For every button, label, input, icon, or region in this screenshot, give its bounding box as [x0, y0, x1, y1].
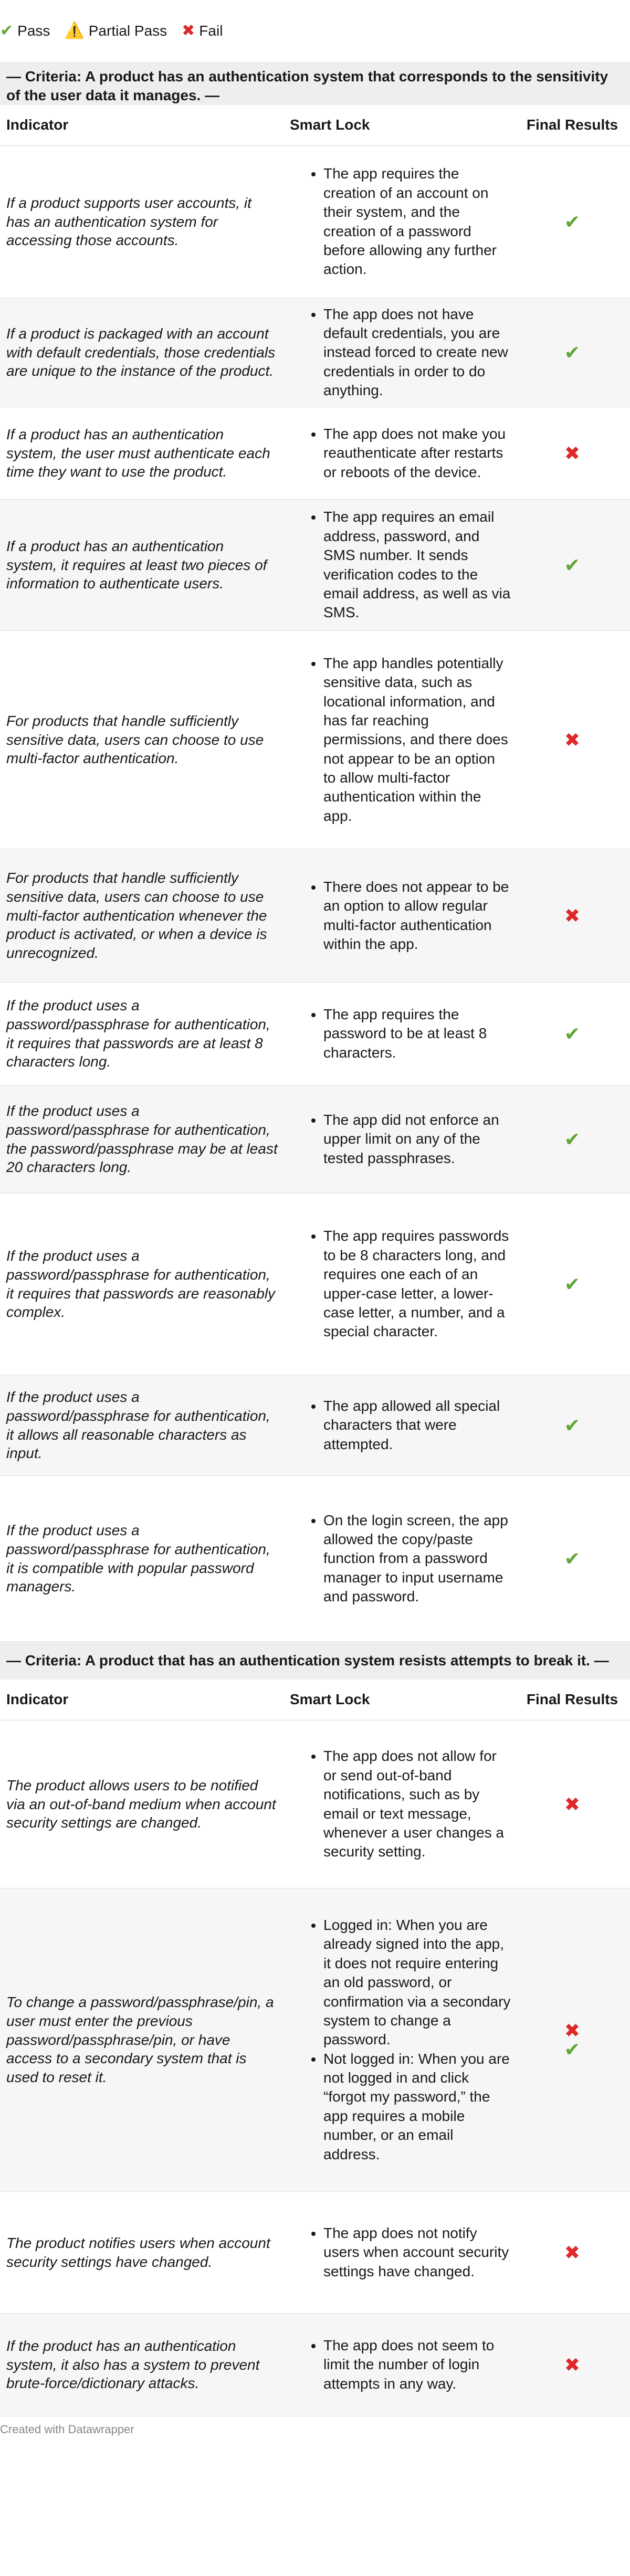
check-icon: ✔ [564, 1273, 581, 1295]
note-item: • Not logged in: When you are not logged in and click “forgot my password,” the app requires a mobile number, or an email address. [323, 2050, 511, 2164]
result-stack [514, 731, 630, 749]
note-item: • On the login screen, the app allowed the copy/paste function from a password manager to input username and password. [323, 1511, 511, 1607]
indicator-text: The product notifies users when account security settings have changed. [6, 2234, 270, 2270]
criteria-heading: — Criteria: A product has an authentication system that corresponds to the sensitivity of the user data it manages. — [0, 62, 630, 105]
legend-label: Pass [17, 22, 50, 39]
note-item: • The app requires the password to be at least 8 characters. [323, 1005, 511, 1062]
indicator-text: For products that handle sufficiently sensitive data, users can choose to use multi-factor authentication. [6, 712, 264, 767]
header-smart-lock[interactable]: Smart Lock [290, 1691, 370, 1708]
final-result [514, 1416, 630, 1435]
indicator-text: If the product uses a password/passphrase for authentication, the password/passphrase may be at least 20 characters long. [6, 1102, 278, 1176]
smart-lock-notes [284, 1111, 514, 1168]
result-stack [514, 1022, 630, 1044]
notes-list [287, 425, 511, 482]
final-result [514, 556, 630, 575]
table-row [0, 631, 630, 849]
result-stack [514, 906, 630, 925]
legend-label: Fail [199, 22, 223, 39]
final-result [514, 1022, 630, 1044]
table-row [0, 407, 630, 500]
result-stack [514, 444, 630, 463]
indicator-text: If a product has an authentication system, the user must authenticate each time they want to use the product. [6, 426, 270, 480]
result-stack [514, 1130, 630, 1149]
note-item: • The app requires passwords to be 8 characters long, and requires one each of an upper-case letter, a lower-case letter, a number, and a special character. [323, 1227, 511, 1341]
result-stack [514, 2353, 630, 2376]
indicator-text: If the product uses a password/passphrase for authentication, it requires that passwords are at least 8 characters long. [6, 997, 270, 1070]
final-result [514, 1549, 630, 1568]
results-table [0, 62, 630, 2416]
smart-lock-notes [284, 425, 514, 482]
smart-lock-notes [284, 164, 514, 279]
table-row [0, 1375, 630, 1476]
cross-icon: ✖ [564, 729, 581, 751]
smart-lock-notes [284, 878, 514, 954]
table-row [0, 298, 630, 407]
header-final-results[interactable]: Final Results [526, 1691, 618, 1708]
notes-list [287, 164, 511, 279]
warning-icon: ⚠️ [65, 22, 85, 39]
header-indicator[interactable]: Indicator [6, 1691, 69, 1708]
smart-lock-notes [284, 2336, 514, 2393]
table-row [0, 146, 630, 298]
note-item: • The app allowed all special characters that were attempted. [323, 1397, 511, 1454]
cross-icon: ✖ [564, 904, 581, 926]
check-icon: ✔ [564, 1414, 581, 1436]
header-smart-lock[interactable]: Smart Lock [290, 117, 370, 133]
note-item: • The app handles potentially sensitive data, such as locational information, and has far reaching permissions, and there does not appear to be an option to allow multi-factor authentication within the app. [323, 654, 511, 826]
indicator-text: For products that handle sufficiently sensitive data, users can choose to use multi-factor authentication whenever the product is activated, or when a device is unrecognized. [6, 869, 267, 962]
note-item: • The app does not have default credentials, you are instead forced to create new credentials in order to do anything. [323, 305, 511, 400]
final-result [514, 906, 630, 925]
final-result [514, 210, 630, 233]
table-header [0, 1680, 630, 1720]
table-row [0, 1194, 630, 1375]
smart-lock-notes [284, 1511, 514, 1607]
table-row [0, 2314, 630, 2416]
criteria-heading: — Criteria: A product that has an authentication system resists attempts to break it. — [0, 1642, 630, 1680]
cross-icon: ✖ [564, 1793, 581, 1815]
table-row [0, 1085, 630, 1194]
table-row [0, 983, 630, 1085]
check-icon: ✔ [564, 554, 581, 576]
notes-list [287, 1005, 511, 1062]
smart-lock-notes [284, 508, 514, 622]
indicator-text: If the product has an authentication system, it also has a system to prevent brute-force/dictionary attacks. [6, 2337, 260, 2392]
indicator-text: If a product has an authentication system, it requires at least two pieces of information to authenticate users. [6, 537, 267, 592]
result-stack [514, 343, 630, 362]
note-item: • The app requires an email address, password, and SMS number. It sends verification codes to the email address, as well as via SMS. [323, 508, 511, 622]
check-icon: ✔ [564, 210, 581, 233]
legend-item-fail [182, 22, 223, 40]
table-row [0, 2192, 630, 2314]
table-row [0, 849, 630, 983]
notes-list [287, 1111, 511, 1168]
cross-icon: ✖ [564, 442, 581, 464]
final-result [514, 2021, 630, 2059]
indicator-text: If the product uses a password/passphrase for authentication, it requires that passwords are reasonably complex. [6, 1247, 276, 1321]
final-result [514, 2243, 630, 2262]
note-item: • The app does not allow for or send out-of-band notifications, such as by email or text message, whenever a user changes a security setting. [323, 1747, 511, 1861]
legend [0, 0, 630, 62]
legend-item-pass [0, 22, 50, 40]
note-item: • The app requires the creation of an account on their system, and the creation of a password before allowing any further action. [323, 164, 511, 279]
note-item: • The app does not make you reauthenticate after restarts or reboots of the device. [323, 425, 511, 482]
indicator-text: If the product uses a password/passphrase for authentication, it allows all reasonable characters as input. [6, 1388, 270, 1462]
notes-list [287, 2336, 511, 2393]
indicator-text: To change a password/passphrase/pin, a user must enter the previous password/passphrase/pin, or have access to a secondary system that is used to reset it. [6, 1993, 274, 2086]
smart-lock-notes [284, 305, 514, 400]
smart-lock-notes [284, 1747, 514, 1861]
notes-list [287, 1397, 511, 1454]
note-item: • The app does not notify users when account security settings have changed. [323, 2224, 511, 2281]
table-row [0, 500, 630, 631]
cross-icon: ✖ [564, 2353, 581, 2376]
notes-list [287, 305, 511, 400]
notes-list [287, 1747, 511, 1861]
result-stack [514, 1275, 630, 1294]
final-result [514, 444, 630, 463]
check-icon: ✔ [564, 2038, 581, 2060]
result-stack [514, 556, 630, 575]
smart-lock-notes [284, 654, 514, 826]
table-row [0, 1720, 630, 1888]
final-result [514, 1130, 630, 1149]
table-header [0, 105, 630, 146]
notes-list [287, 1511, 511, 1607]
notes-list [287, 1227, 511, 1341]
result-stack [514, 1549, 630, 1568]
cross-icon: ✖ [564, 2241, 581, 2263]
final-result [514, 1275, 630, 1294]
note-item: • Logged in: When you are already signed into the app, it does not require entering an old password, or confirmation via a secondary system to change a password. [323, 1916, 511, 2050]
smart-lock-notes [284, 1916, 514, 2164]
notes-list [287, 878, 511, 954]
note-item: • The app did not enforce an upper limit on any of the tested passphrases. [323, 1111, 511, 1168]
smart-lock-notes [284, 2224, 514, 2281]
header-indicator[interactable]: Indicator [6, 117, 69, 133]
result-stack [514, 2021, 630, 2059]
footer-credit[interactable]: Created with Datawrapper [0, 2422, 134, 2436]
result-stack [514, 210, 630, 233]
indicator-text: If a product supports user accounts, it has an authentication system for accessing those accounts. [6, 194, 251, 249]
final-result [514, 1795, 630, 1814]
smart-lock-notes [284, 1005, 514, 1062]
final-result [514, 2353, 630, 2376]
table-row [0, 1476, 630, 1642]
result-stack [514, 1416, 630, 1435]
note-item: • There does not appear to be an option to allow regular multi-factor authentication within the app. [323, 878, 511, 954]
indicator-text: If a product is packaged with an account with default credentials, those credentials are unique to the instance of the product. [6, 325, 276, 379]
check-icon: ✔ [564, 1128, 581, 1150]
check-icon: ✔ [0, 22, 14, 39]
notes-list [287, 1916, 511, 2164]
indicator-text: The product allows users to be notified via an out-of-band medium when account security settings are changed. [6, 1777, 276, 1831]
result-stack [514, 2243, 630, 2262]
cross-icon: ✖ [182, 22, 195, 39]
notes-list [287, 508, 511, 622]
final-result [514, 343, 630, 362]
check-icon: ✔ [564, 341, 581, 363]
notes-list [287, 2224, 511, 2281]
cross-icon: ✖ [564, 2019, 581, 2041]
legend-item-partial [65, 22, 167, 40]
legend-label: Partial Pass [88, 22, 167, 39]
check-icon: ✔ [564, 1547, 581, 1569]
result-stack [514, 1795, 630, 1814]
final-result [514, 731, 630, 749]
smart-lock-notes [284, 1397, 514, 1454]
notes-list [287, 654, 511, 826]
check-icon: ✔ [564, 1022, 581, 1044]
note-item: • The app does not seem to limit the number of login attempts in any way. [323, 2336, 511, 2393]
indicator-text: If the product uses a password/passphrase for authentication, it is compatible with popular password managers. [6, 1522, 270, 1595]
table-row [0, 1888, 630, 2192]
smart-lock-notes [284, 1227, 514, 1341]
header-final-results[interactable]: Final Results [526, 117, 618, 133]
